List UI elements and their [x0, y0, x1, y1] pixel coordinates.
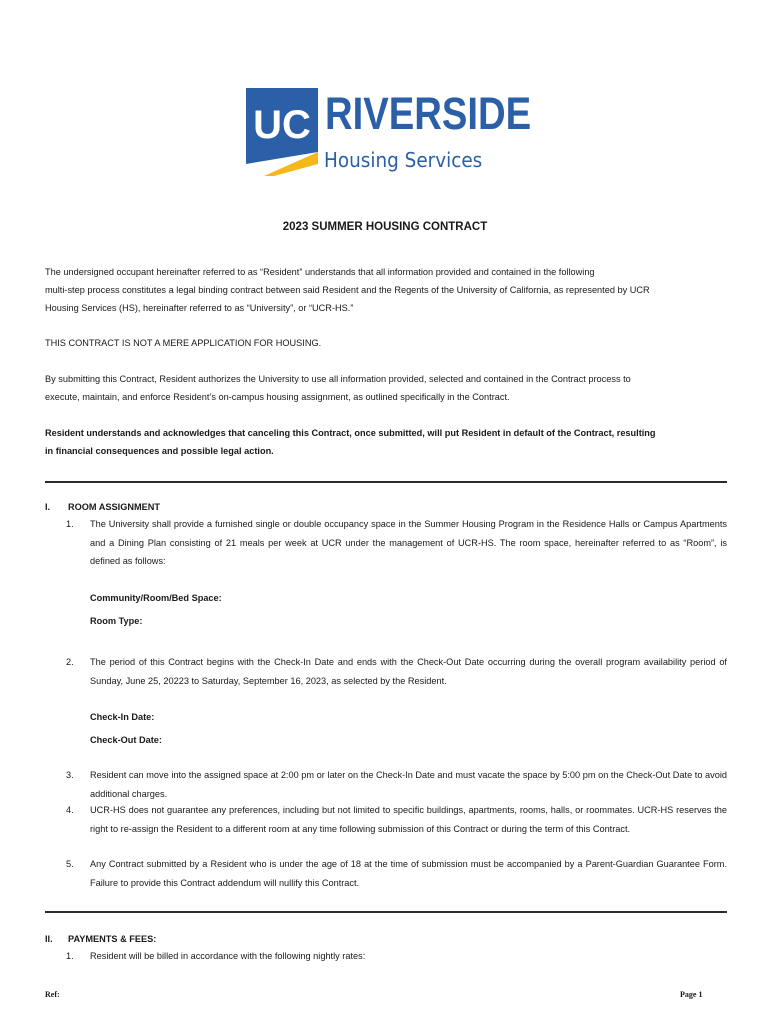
ucr-housing-logo [246, 88, 536, 180]
list-item [66, 947, 727, 966]
field-label-room-type: Room Type: [90, 616, 143, 626]
authorization-line: execute, maintain, and enforce Resident’s on-campus housing assignment, as outlined specifically in the Contract. [45, 392, 510, 402]
item-number: 3. [66, 770, 74, 780]
footer-page-number: Page 1 [680, 990, 703, 999]
item-number: 1. [66, 519, 74, 529]
footer-ref: Ref: [45, 990, 60, 999]
intro-line: Housing Services (HS), hereinafter referred to as “University”, or “UCR-HS.” [45, 303, 354, 313]
field-label-community: Community/Room/Bed Space: [90, 593, 222, 603]
authorization-line: By submitting this Contract, Resident authorizes the University to use all information provided, selected and contained in the Contract process to [45, 374, 631, 384]
item-number: 1. [66, 951, 74, 961]
intro-line: The undersigned occupant hereinafter referred to as “Resident” understands that all information provided and contained in the following [45, 267, 595, 277]
section-divider [45, 481, 727, 483]
logo-housing-services-text: Housing Services [324, 148, 483, 172]
item-number: 5. [66, 859, 74, 869]
notice-paragraph: THIS CONTRACT IS NOT A MERE APPLICATION FOR HOUSING. [45, 338, 322, 348]
field-label-check-in: Check-In Date: [90, 712, 155, 722]
list-item [66, 855, 727, 892]
acknowledgement-line: Resident understands and acknowledges that canceling this Contract, once submitted, will put Resident in default of the Contract, resulting [45, 428, 656, 438]
section-title: ROOM ASSIGNMENT [68, 502, 161, 512]
list-item [66, 653, 727, 690]
acknowledgement-paragraph [45, 424, 729, 460]
list-item [66, 515, 727, 571]
item-text: The period of this Contract begins with the Check-In Date and ends with the Check-Out Date occurring during the overall program availability period of Sunday, June 25, 20223 to Saturday, September 16, 2023, as selected by the Resident. [90, 657, 727, 686]
list-item [66, 801, 727, 838]
authorization-paragraph [45, 370, 729, 406]
item-text: Resident can move into the assigned space at 2:00 pm or later on the Check-In Date and must vacate the space by 5:00 pm on the Check-Out Date to avoid additional charges. [90, 770, 727, 799]
item-text: Any Contract submitted by a Resident who is under the age of 18 at the time of submission must be accompanied by a Parent-Guardian Guarantee Form. Failure to provide this Contract addendum will nullify this Contract. [90, 859, 727, 888]
item-text: The University shall provide a furnished single or double occupancy space in the Summer Housing Program in the Residence Halls or Campus Apartments and a Dining Plan consisting of 21 meals per week at UCR under the management of UCR-HS. The room space, hereinafter referred to as “Room”, is defined as follows: [90, 519, 727, 566]
acknowledgement-line: in financial consequences and possible legal action. [45, 446, 274, 456]
intro-paragraph [45, 263, 729, 317]
section-number: II. [45, 934, 53, 944]
item-text: UCR-HS does not guarantee any preferences, including but not limited to specific buildings, apartments, rooms, halls, or roommates. UCR-HS reserves the right to re-assign the Resident to a different room at any time following submission of this Contract or during the term of this Contract. [90, 805, 727, 834]
list-item [66, 766, 727, 803]
section-number: I. [45, 502, 51, 512]
field-label-check-out: Check-Out Date: [90, 735, 162, 745]
section-title: PAYMENTS & FEES: [68, 934, 157, 944]
item-number: 2. [66, 657, 74, 667]
contract-title: 2023 SUMMER HOUSING CONTRACT [282, 221, 488, 233]
uc-logo-mark [246, 88, 318, 176]
item-number: 4. [66, 805, 74, 815]
logo-riverside-text: RIVERSIDE [325, 88, 532, 139]
uc-logo-text: UC [253, 103, 311, 147]
intro-line: multi-step process constitutes a legal binding contract between said Resident and the Regents of the University of California, as represented by UCR [45, 285, 650, 295]
section-divider [45, 911, 727, 913]
item-text: Resident will be billed in accordance with the following nightly rates: [90, 951, 366, 961]
